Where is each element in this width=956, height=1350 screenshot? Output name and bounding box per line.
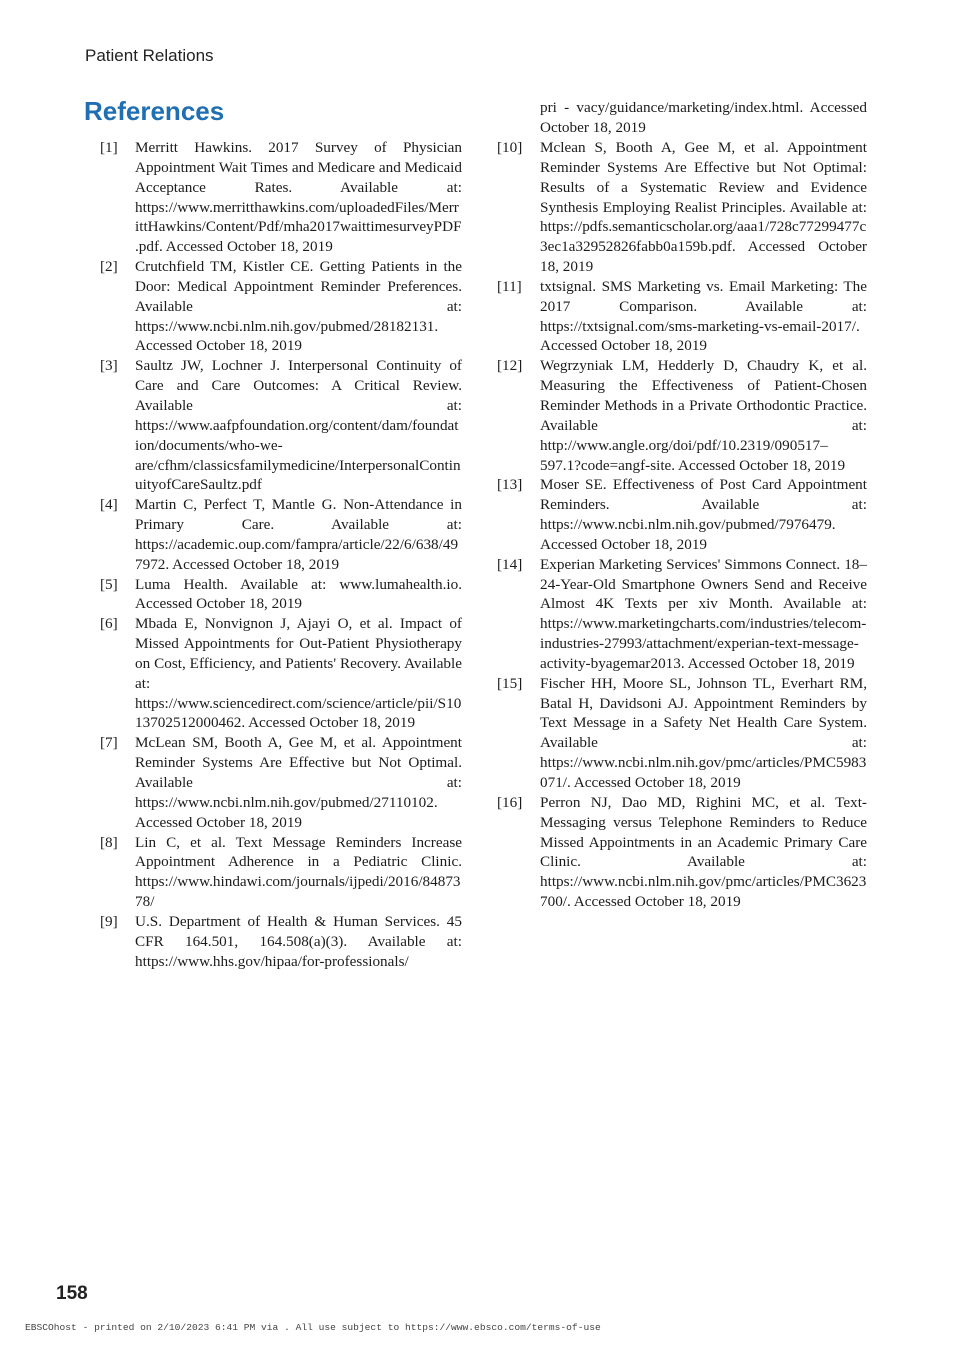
reference-number: [14]: [497, 555, 523, 573]
reference-text: Moser SE. Effectiveness of Post Card Appointment Reminders. Available at: https://www.ncbi.nlm.nih.gov/pubmed/7976479. Accessed October 18, 2019: [540, 476, 867, 553]
reference-item: [100, 575, 462, 615]
reference-item: [100, 614, 462, 733]
reference-item: [497, 475, 867, 554]
reference-number: [12]: [497, 357, 523, 375]
reference-text: txtsignal. SMS Marketing vs. Email Marketing: The 2017 Comparison. Available at: https://txtsignal.com/sms-marketing-vs-email-2017/. Accessed October 18, 2019: [540, 277, 867, 355]
running-head: Patient Relations: [85, 46, 214, 65]
reference-number: [8]: [100, 833, 118, 851]
reference-item: [497, 555, 867, 674]
reference-text: Lin C, et al. Text Message Reminders Increase Appointment Adherence in a Pediatric Clinic. https://www.hindawi.com/journals/ijpedi/2016/8487378/: [135, 833, 462, 911]
reference-continuation: pri - vacy/guidance/marketing/index.html. Accessed October 18, 2019: [540, 99, 867, 136]
reference-number: [7]: [100, 734, 118, 752]
print-footer: EBSCOhost - printed on 2/10/2023 6:41 PM via . All use subject to https://www.ebsco.com/terms-of-use: [25, 1322, 601, 1333]
reference-text: McLean SM, Booth A, Gee M, et al. Appointment Reminder Systems Are Effective but Not Optimal. Available at: https://www.ncbi.nlm.nih.gov/pubmed/27110102. Accessed October 18, 2019: [135, 734, 462, 831]
reference-number: [4]: [100, 496, 118, 514]
reference-number: [9]: [100, 912, 118, 930]
reference-number: [6]: [100, 615, 118, 633]
reference-text: Martin C, Perfect T, Mantle G. Non-Attendance in Primary Care. Available at: https://academic.oup.com/fampra/article/22/6/638/497972. Accessed October 18, 2019: [135, 496, 462, 573]
reference-item: [100, 912, 462, 972]
reference-text: Merritt Hawkins. 2017 Survey of Physician Appointment Wait Times and Medicare and Medicaid Acceptance Rates. Available at: https://www.merritthawkins.com/uploadedFiles/MerrittHawkins/Content/Pdf/mha2017waittimesurveyPDF.pdf. Accessed October 18, 2019: [135, 139, 462, 256]
reference-item: [100, 257, 462, 356]
reference-number: [13]: [497, 476, 523, 494]
reference-number: [15]: [497, 674, 523, 692]
reference-list-left-column: [100, 138, 462, 971]
reference-text: Mbada E, Nonvignon J, Ajayi O, et al. Impact of Missed Appointments for Out-Patient Physiotherapy on Cost, Efficiency, and Patients' Recovery. Available at: https://www.sciencedirect.com/science/article/pii/S1013702512000462. Accessed October 18, 2019: [135, 615, 462, 732]
reference-number: [10]: [497, 139, 523, 156]
section-title: References: [84, 96, 225, 126]
reference-item: [497, 138, 867, 277]
reference-item: [497, 356, 867, 475]
reference-text: Fischer HH, Moore SL, Johnson TL, Everhart RM, Batal H, Davidsoni AJ. Appointment Reminders by Text Message in a Safety Net Health Care System. Available at: https://www.ncbi.nlm.nih.gov/pmc/articles/PMC5983071/. Accessed October 18, 2019: [540, 674, 867, 791]
reference-item: [100, 138, 462, 257]
reference-item: [497, 793, 867, 912]
reference-text: Experian Marketing Services' Simmons Connect. 18–24-Year-Old Smartphone Owners Send and Receive Almost 4K Texts per xiv Month. Available at: https://www.marketingcharts.com/industries/telecom-industries-27993/attachment/experian-text-message-activity-byagemar2013. Accessed October 18, 2019: [540, 555, 867, 672]
reference-item: [100, 733, 462, 832]
reference-text: Wegrzyniak LM, Hedderly D, Chaudry K, et al. Measuring the Effectiveness of Patient-Chosen Reminder Methods in a Private Orthodontic Practice. Available at: http://www.angle.org/doi/pdf/10.2319/090517–597.1?code=angf-site. Accessed October 18, 2019: [540, 357, 867, 474]
reference-text: Crutchfield TM, Kistler CE. Getting Patients in the Door: Medical Appointment Reminder Preferences. Available at: https://www.ncbi.nlm.nih.gov/pubmed/28182131. Accessed October 18, 2019: [135, 258, 462, 355]
reference-item: [497, 277, 867, 356]
reference-number: [2]: [100, 258, 118, 276]
reference-item: [100, 833, 462, 912]
reference-item: [100, 495, 462, 574]
reference-text: Perron NJ, Dao MD, Righini MC, et al. Text-Messaging versus Telephone Reminders to Reduce Missed Appointments in an Academic Primary Care Clinic. Available at: https://www.ncbi.nlm.nih.gov/pmc/articles/PMC3623700/. Accessed October 18, 2019: [540, 793, 867, 911]
page-number: 158: [56, 1283, 88, 1304]
reference-text: Saultz JW, Lochner J. Interpersonal Continuity of Care and Care Outcomes: A Critical Review. Available at: https://www.aafpfoundation.org/content/dam/foundation/documents/who-we-are/cfhm/classicsfamilymedicine/InterpersonalContinuityofCareSaultz.pdf: [135, 357, 462, 494]
reference-item: [100, 356, 462, 495]
reference-text: Luma Health. Available at: www.lumahealth.io. Accessed October 18, 2019: [135, 575, 462, 613]
reference-number: [11]: [497, 277, 522, 295]
reference-number: [5]: [100, 575, 118, 593]
reference-number: [3]: [100, 357, 118, 375]
reference-text: Mclean S, Booth A, Gee M, et al. Appointment Reminder Systems Are Effective but Not Optimal: Results of a Systematic Review and Evidence Synthesis Employing Realist Principles. Available at: https://pdfs.semanticscholar.org/aaa1/728c77299477c3ec1a32952826fabb0a159b.pdf. Accessed October 18, 2019: [540, 139, 867, 276]
reference-number: [1]: [100, 139, 118, 156]
reference-item: [497, 674, 867, 793]
reference-text: U.S. Department of Health & Human Services. 45 CFR 164.501, 164.508(a)(3). Available at: https://www.hhs.gov/hipaa/for-professionals/: [135, 912, 462, 970]
reference-number: [16]: [497, 793, 523, 811]
reference-list-right-column: [497, 138, 867, 912]
